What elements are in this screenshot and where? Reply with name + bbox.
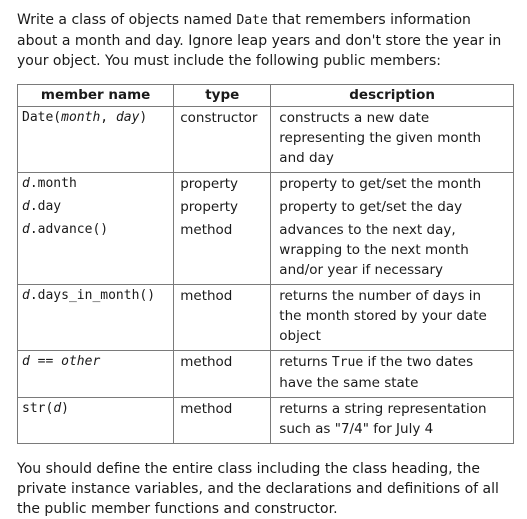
table-row bbox=[18, 219, 514, 285]
group-equals bbox=[18, 351, 514, 398]
member-name-cell bbox=[18, 173, 174, 197]
type-cell: constructor bbox=[174, 107, 271, 173]
description-cell: returns a string representation such as "7/4" for July 4 bbox=[271, 398, 514, 444]
group-str bbox=[18, 398, 514, 444]
member-name-cell bbox=[18, 107, 174, 173]
intro-class-name: Date bbox=[236, 13, 268, 28]
table-row bbox=[18, 107, 514, 173]
code-arg: d bbox=[22, 199, 30, 214]
header-member-name: member name bbox=[18, 85, 174, 107]
outro-paragraph: You should define the entire class including the class heading, the private instance variables, and the declarations and definitions of all the public member functions and constructor. bbox=[17, 461, 499, 517]
code-text: str( bbox=[22, 401, 54, 416]
member-name-cell bbox=[18, 196, 174, 219]
code-arg: month bbox=[61, 110, 101, 125]
table-row bbox=[18, 285, 514, 351]
code-arg: d bbox=[53, 401, 62, 416]
desc-text: if the two dates have the same state bbox=[279, 354, 474, 391]
code-text: ) bbox=[61, 401, 69, 416]
header-type: type bbox=[174, 85, 271, 107]
table-row bbox=[18, 351, 514, 398]
desc-text: returns bbox=[279, 354, 332, 370]
group-constructor bbox=[18, 107, 514, 173]
code-arg: d bbox=[22, 176, 30, 191]
code-text: .day bbox=[29, 199, 62, 214]
code-arg: d bbox=[22, 222, 30, 237]
description-cell: returns the number of days in the month stored by your date object bbox=[271, 285, 514, 351]
intro-text-2: that remembers information about a month and day. Ignore leap years and don't store the year in your object. You must include the following public members: bbox=[17, 12, 502, 69]
description-cell: advances to the next day, wrapping to the next month and/or year if necessary bbox=[271, 219, 514, 285]
member-name-cell bbox=[18, 351, 174, 398]
code-arg: d bbox=[22, 354, 30, 369]
code-text: ) bbox=[139, 110, 148, 125]
table-row bbox=[18, 398, 514, 444]
header-description: description bbox=[271, 85, 514, 107]
description-cell: property to get/set the month bbox=[271, 173, 514, 197]
member-name-cell bbox=[18, 398, 174, 444]
intro-paragraph bbox=[17, 10, 515, 71]
code-text: , bbox=[100, 110, 116, 125]
member-name-cell bbox=[18, 285, 174, 351]
members-table bbox=[17, 84, 514, 444]
type-cell: method bbox=[174, 398, 271, 444]
code-arg: day bbox=[115, 110, 140, 125]
description-cell: property to get/set the day bbox=[271, 196, 514, 219]
description-cell bbox=[271, 351, 514, 398]
intro-text-1: Write a class of objects named bbox=[17, 12, 237, 28]
table-row bbox=[18, 173, 514, 197]
code-text: .days_in_month() bbox=[29, 288, 156, 303]
table-row bbox=[18, 196, 514, 219]
type-cell: property bbox=[174, 196, 271, 219]
code-text: .advance() bbox=[29, 222, 109, 237]
code-text: == bbox=[29, 354, 62, 369]
type-cell: method bbox=[174, 285, 271, 351]
code-arg: d bbox=[22, 288, 30, 303]
table-header-row bbox=[18, 85, 514, 107]
code-text: Date( bbox=[22, 110, 62, 125]
code-text: .month bbox=[29, 176, 77, 191]
code-arg: other bbox=[61, 354, 101, 369]
group-days-in-month bbox=[18, 285, 514, 351]
type-cell: property bbox=[174, 173, 271, 197]
description-cell: constructs a new date representing the given month and day bbox=[271, 107, 514, 173]
type-cell: method bbox=[174, 219, 271, 285]
group-properties-methods bbox=[18, 173, 514, 285]
desc-code: True bbox=[331, 355, 364, 370]
member-name-cell bbox=[18, 219, 174, 285]
type-cell: method bbox=[174, 351, 271, 398]
